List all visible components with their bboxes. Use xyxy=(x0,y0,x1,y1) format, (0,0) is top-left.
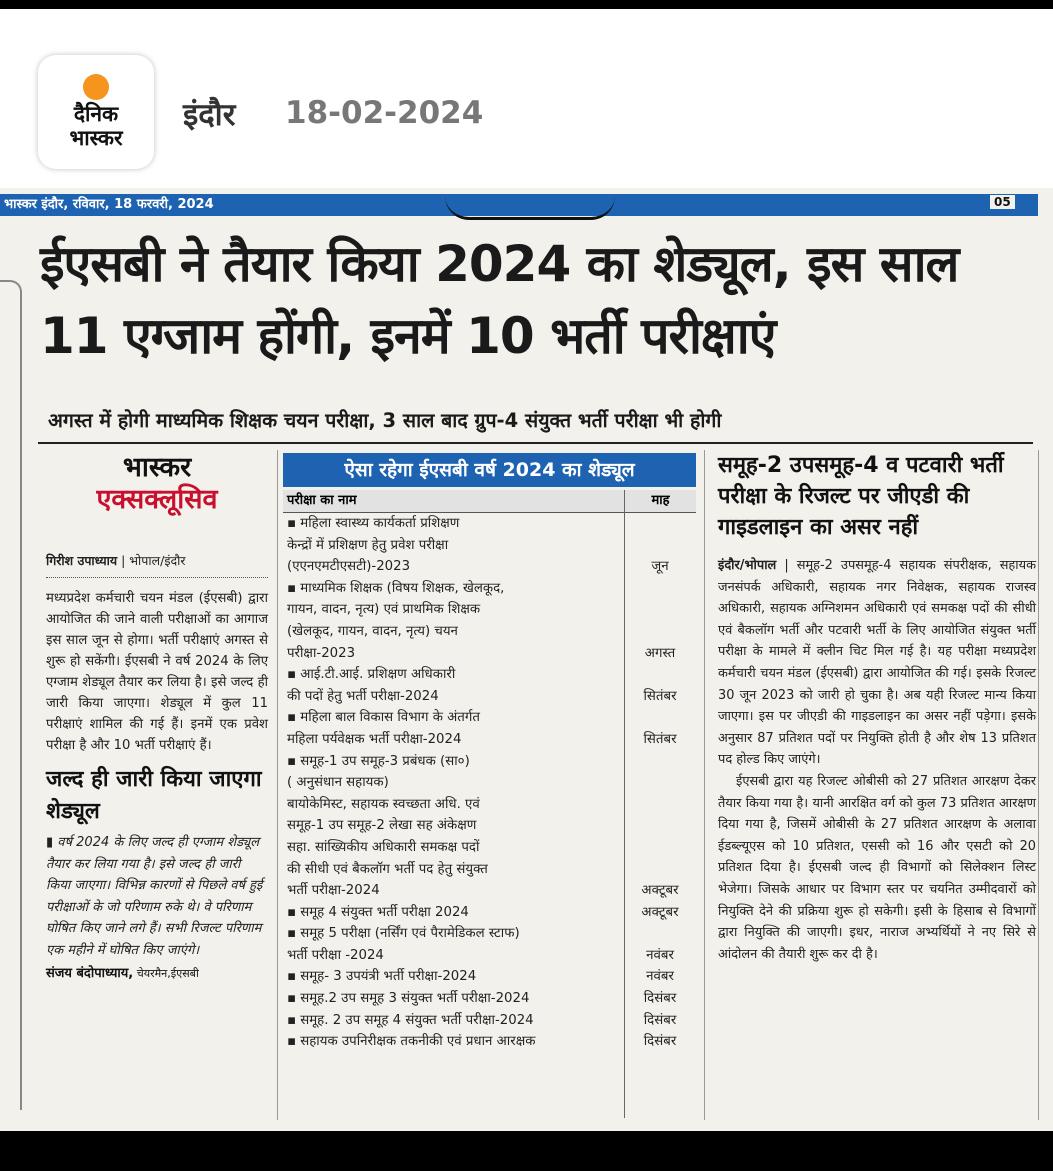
schedule-exam-month: जून xyxy=(651,559,669,575)
page-number: 05 xyxy=(990,195,1015,209)
schedule-table-rows xyxy=(283,513,696,1053)
logo-word-2: भास्कर xyxy=(69,125,123,150)
schedule-table-title: ऐसा रहेगा ईएसबी वर्ष 2024 का शेड्यूल xyxy=(283,453,696,487)
schedule-exam-month: सितंबर xyxy=(643,731,677,747)
schedule-table xyxy=(283,453,696,1118)
schedule-row xyxy=(283,707,696,750)
schedule-exam-name: ▪ समूह.2 उप समूह 3 संयुक्त भर्ती परीक्षा-2024 xyxy=(287,991,530,1007)
byline xyxy=(46,552,268,578)
right-dateline: इंदौर/भोपाल xyxy=(718,558,777,573)
schedule-row xyxy=(283,1010,696,1032)
schedule-exam-month: नवंबर xyxy=(646,947,674,963)
byline-place: | भोपाल/इंदौर xyxy=(117,553,186,568)
page-corner-mark xyxy=(1022,194,1034,216)
schedule-exam-month: अक्टूबर xyxy=(641,904,679,920)
newspaper-clipping xyxy=(0,188,1053,1131)
schedule-row xyxy=(283,751,696,902)
schedule-exam-name: ▪ महिला बाल विकास विभाग के अंतर्गत महिला पर्यवेक्षक भर्ती परीक्षा-2024 xyxy=(287,710,480,747)
header-city: इंदौर xyxy=(183,97,236,133)
schedule-exam-name: ▪ सहायक उपनिरीक्षक तकनीकी एवं प्रधान आरक्षक xyxy=(287,1034,536,1050)
byline-name: गिरीश उपाध्याय xyxy=(46,553,118,568)
exclusive-tag-line1: भास्कर xyxy=(122,452,192,483)
schedule-table-header xyxy=(283,490,696,513)
schedule-exam-month: दिसंबर xyxy=(643,991,677,1007)
header-date: 18-02-2024 xyxy=(285,95,484,131)
schedule-row xyxy=(283,988,696,1010)
right-border-rule xyxy=(1038,450,1039,1120)
schedule-row xyxy=(283,664,696,707)
schedule-row xyxy=(283,902,696,924)
left-article-body: मध्यप्रदेश कर्मचारी चयन मंडल (ईएसबी) द्वारा आयोजित की जाने वाली परीक्षाओं का आगाज इस साल जून से होगा। भर्ती परीक्षाएं अगस्त से शुरू हो सकेंगी। ईएसबी ने वर्ष 2024 के लिए एग्जाम शेड्यूल तैयार कर लिया है। इसे जल्द ही जारी किया जाएगा। शेड्यूल में कुल 11 परीक्षाएं शामिल की गई हैं। इनमें एक प्रवेश परीक्षा है और 10 भर्ती परीक्षाएं हैं। xyxy=(46,591,268,753)
schedule-exam-month: नवंबर xyxy=(646,969,674,985)
schedule-exam-month: दिसंबर xyxy=(643,1012,677,1028)
quote-author xyxy=(46,963,268,981)
col-header-exam: परीक्षा का नाम xyxy=(287,493,357,508)
left-quote: ▮ वर्ष 2024 के लिए जल्द ही एग्जाम शेड्यूल तैयार कर लिया गया है। इसे जल्द ही जारी किया जाएगा। विभिन्न कारणों से पिछले वर्ष हुई परीक्षाओं के जो परिणाम रुके थे। वे परिणाम घोषित किए जाने लगे हैं। सभी रिजल्ट परिणाम एक महीने में घोषित किए जाएंगे। xyxy=(46,835,263,958)
schedule-exam-month: दिसंबर xyxy=(643,1034,677,1050)
schedule-exam-name: ▪ समूह-1 उप समूह-3 प्रबंधक (सा०) ( अनुसंधान सहायक) बायोकेमिस्ट, सहायक स्वच्छता अधि. एवं समूह-1 उप समूह-2 लेखा सह अंकेक्षण सहा. सांख्यिकीय अधिकारी समकक्ष पदों की सीधी एवं बैकलॉग भर्ती पद हेतु संयुक्त भर्ती परीक्षा-2024 xyxy=(287,753,488,899)
schedule-row xyxy=(283,966,696,988)
schedule-row xyxy=(283,923,696,966)
page-edge xyxy=(0,280,22,1110)
column-rule xyxy=(277,450,278,1120)
top-status-strip xyxy=(0,0,1053,9)
sub-headline: अगस्त में होगी माध्यमिक शिक्षक चयन परीक्षा, 3 साल बाद ग्रुप-4 संयुक्त भर्ती परीक्षा भी होगी xyxy=(48,409,722,432)
schedule-exam-name: ▪ समूह 5 परीक्षा (नर्सिंग एवं पैरामेडिकल स्टाफ) भर्ती परीक्षा -2024 xyxy=(287,926,520,963)
masthead-strip: भास्कर इंदौर, रविवार, 18 फरवरी, 2024 xyxy=(0,194,1038,216)
main-headline: ईएसबी ने तैयार किया 2024 का शेड्यूल, इस साल 11 एग्जाम होंगी, इनमें 10 भर्ती परीक्षाएं xyxy=(40,235,959,365)
headline-rule xyxy=(38,442,1033,444)
col-header-month: माह xyxy=(624,490,696,512)
schedule-exam-name: ▪ महिला स्वास्थ्य कार्यकर्ता प्रशिक्षण केन्द्रों में प्रशिक्षण हेतु प्रवेश परीक्षा (एएनएमटीएसटी)-2023 xyxy=(287,516,460,575)
schedule-row xyxy=(283,1031,696,1053)
left-subhead: जल्द ही जारी किया जाएगा शेड्यूल xyxy=(46,767,262,824)
column-rule xyxy=(704,450,705,1120)
left-column xyxy=(46,450,268,1120)
schedule-exam-name: ▪ समूह. 2 उप समूह 4 संयुक्त भर्ती परीक्षा-2024 xyxy=(287,1012,534,1028)
right-column xyxy=(718,450,1036,1120)
right-headline: समूह-2 उपसमूह-4 व पटवारी भर्ती परीक्षा के रिजल्ट पर जीएडी की गाइडलाइन का असर नहीं xyxy=(718,453,1004,540)
schedule-row xyxy=(283,578,696,664)
schedule-exam-name: ▪ समूह- 3 उपयंत्री भर्ती परीक्षा-2024 xyxy=(287,969,477,985)
masthead-arc xyxy=(445,196,615,220)
right-paragraph-1-text: | समूह-2 उपसमूह-4 सहायक संपरीक्षक, सहायक जनसंपर्क अधिकारी, सहायक नगर निवेक्षक, सहायक राजस्व अधिकारी, सहायक अग्निशमन अधिकारी एवं समकक्ष पदों की सीधी एवं बैकलॉग भर्ती और पटवारी भर्ती के लिए आयोजित संयुक्त भर्ती परीक्षा के मामले में क्लीन चिट मिल गई है। यह परीक्षा मध्यप्रदेश कर्मचारी चयन मंडल (ईएसबी) द्वारा आयोजित की गई। इसके रिजल्ट 30 जून 2023 को जारी हो चुका है। अब यही रिजल्ट मान्य किया जाएगा। इस पर जीएडी की गाइडलाइन का असर नहीं पड़ेगा। इसके अनुसार 87 प्रतिशत पदों पर नियुक्ति होती है और शेष 13 प्रतिशत पद होल्ड किए जाएंगे। xyxy=(718,558,1036,768)
post-header xyxy=(0,9,1053,188)
schedule-exam-month: अक्टूबर xyxy=(641,883,679,899)
right-article-body xyxy=(718,555,1036,965)
schedule-exam-name: ▪ समूह 4 संयुक्त भर्ती परीक्षा 2024 xyxy=(287,904,469,920)
logo-word-1: दैनिक xyxy=(73,101,119,126)
schedule-row xyxy=(283,513,696,578)
schedule-exam-name: ▪ माध्यमिक शिक्षक (विषय शिक्षक, खेलकूद, गायन, वादन, नृत्य) एवं प्राथमिक शिक्षक (खेलकूद, गायन, वादन, नृत्य) चयन परीक्षा-2023 xyxy=(287,580,505,661)
quote-author-name: संजय बंदोपाध्याय, xyxy=(46,966,134,981)
table-column-divider xyxy=(624,512,625,1118)
schedule-exam-month: सितंबर xyxy=(643,688,677,704)
quote-author-role: चेयरमैन,ईएसबी xyxy=(133,967,199,980)
right-paragraph-1 xyxy=(718,555,1036,771)
schedule-exam-month: अगस्त xyxy=(644,645,676,661)
schedule-exam-name: ▪ आई.टी.आई. प्रशिक्षण अधिकारी की पदों हेतु भर्ती परीक्षा-2024 xyxy=(287,667,456,704)
right-paragraph-2: ईएसबी द्वारा यह रिजल्ट ओबीसी को 27 प्रतिशत आरक्षण देकर तैयार किया गया है। यानी आरक्षित वर्ग को कुल 73 प्रतिशत आरक्षण दिया गया है, जिसमें ओबीसी के 27 प्रतिशत आरक्षण के अलावा ईडब्ल्यूएस को 10 प्रतिशत, एससी को 16 और एसटी को 20 प्रतिशत दिया है। ईएसबी जल्द ही विभागों को सिलेक्शन लिस्ट भेजेगा। जिसके आधार पर विभाग स्तर पर चयनित उम्मीदवारों को नियुक्ति देने की प्रक्रिया शुरू हो सकेगी। इसी के हिसाब से विभागों द्वारा नियुक्ति की जाएगी। इधर, नाराज अभ्यर्थियों ने नए सिरे से आंदोलन की तैयारी शुरू कर दी है। xyxy=(718,773,1036,962)
sun-icon xyxy=(83,74,109,100)
dainik-bhaskar-logo[interactable] xyxy=(38,55,154,169)
exclusive-tag-line2: एक्सक्लूसिव xyxy=(96,484,218,515)
bottom-nav-strip xyxy=(0,1131,1053,1171)
